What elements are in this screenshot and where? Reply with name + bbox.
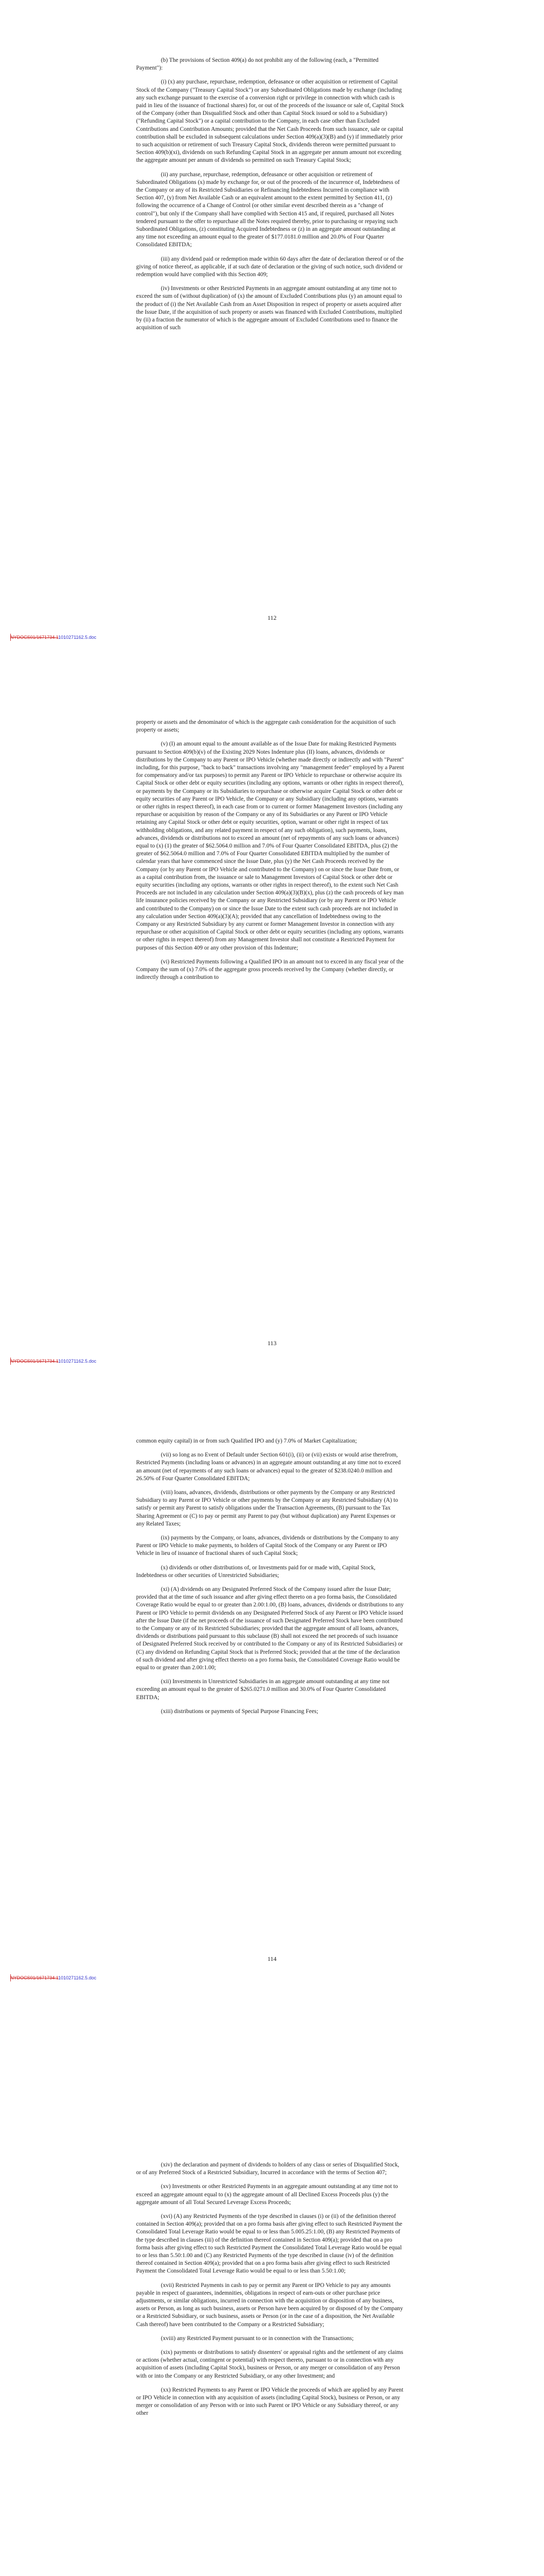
page-body	[136, 57, 404, 338]
doc-id-deleted: NYDOCS01/1671734.1	[10, 635, 58, 640]
page-number: 114	[267, 1955, 277, 1962]
paragraph: property or assets and the denominator of which is the aggregate cash consideration for the acquisition of such property or assets;	[136, 719, 396, 734]
footer-doc-id	[10, 635, 96, 640]
page-body	[136, 1437, 404, 1722]
paragraph: (v) (I) an amount equal to the amount available as of the Issue Date for making Restricted Payments pursuant to Section 409(b)(v) of the Existing 2029 Notes Indenture plus (II) loans, advances, dividends or distributions by the Company to any Parent or IPO Vehicle (whether made directly or indirectly and with "Parent" including, for this purpose, "back to back" transactions involving any "management feeder" employed by a Parent for compensatory and/or tax purposes) to permit any Parent or IPO Vehicle to repurchase or otherwise acquire its Capital Stock or other debt or equity securities (including any options, warrants or other rights in respect thereof), or payments by the Company or its Subsidiaries to repurchase or otherwise acquire Capital Stock or other debt or equity securities of any Parent or IPO Vehicle, the Company or any Subsidiary (including any options, warrants or other rights in respect thereof), in each case from or to current or former Management Investors (including any repurchase or acquisition by reason of the Company or any of its Subsidiaries or any Parent or IPO Vehicle retaining any Capital Stock or other debt or equity securities, option, warrant or other right in respect of tax withholding obligations, and any related payment in respect of any such obligation), such payments, loans, advances, dividends or distributions not to exceed an amount (net of repayments of any such loans or advances) equal to (x) (1) the greater of $62.5064.0 million and 7.0% of Four Quarter Consolidated EBITDA, plus (2) the greater of $62.5064.0 million and 7.0% of Four Quarter Consolidated EBITDA multiplied by the number of calendar years that have commenced since the Issue Date, plus (y) the Net Cash Proceeds received by the Company (or by any Parent or IPO Vehicle and contributed to the Company) on or since the Issue Date from, or as a capital contribution from, the issuance or sale to Management Investors of Capital Stock or other debt or equity securities (including any options, warrants or other rights in respect thereof), to the extent such Net Cash Proceeds are not included in any calculation under Section 409(a)(3)(B)(x), plus (z) the cash proceeds of key man life insurance policies received by the Company or any Restricted Subsidiary (or by any Parent or IPO Vehicle and contributed to the Company) on or since the Issue Date to the extent such cash proceeds are not included in any calculation under Section 409(a)(3)(A); provided that any cancellation of Indebtedness owing to the Company or any Restricted Subsidiary by any current or former Management Investor in connection with any repurchase or other acquisition of Capital Stock or other debt or equity securities (including any options, warrants or other rights in respect thereof) from any Management Investor shall not constitute a Restricted Payment for purposes of this Section 409 or any other provision of this Indenture;	[136, 741, 404, 951]
doc-id-inserted: 1010271162.5.doc	[58, 1975, 96, 1980]
paragraph: (i) (x) any purchase, repurchase, redemption, defeasance or other acquisition or retirement of Capital Stock of the Company ("Treasury Capital Stock") or any Subordinated Obligations made by exchange (including any such exchange pursuant to the exercise of a conversion right or privilege in connection with which cash is paid in lieu of the issuance of fractional shares) for, or out of the proceeds of the issuance or sale of, Capital Stock of the Company (other than Disqualified Stock and other than Capital Stock issued or sold to a Subsidiary) ("Refunding Capital Stock") or a capital contribution to the Company, in each case other than Excluded Contributions and Contribution Amounts; provided that the Net Cash Proceeds from such issuance, sale or capital contribution shall be excluded in subsequent calculations under Section 409(a)(3)(B) and (y) if immediately prior to such acquisition or retirement of such Treasury Capital Stock, dividends thereon were permitted pursuant to Section 409(b)(xi), dividends on such Refunding Capital Stock in an aggregate per annum amount not exceeding the aggregate amount per annum of dividends so permitted on such Treasury Capital Stock;	[136, 79, 404, 164]
doc-id-deleted: NYDOCS01/1671734.1	[10, 1975, 58, 1980]
paragraph: (vi) Restricted Payments following a Qualified IPO in an amount not to exceed in any fiscal year of the Company the sum of (x) 7.0% of the aggregate gross proceeds received by the Company (whether directly, or indirectly through a contribution to	[136, 958, 404, 981]
paragraph: (xii) Investments in Unrestricted Subsidiaries in an aggregate amount outstanding at any time not exceeding an amount equal to the greater of $265.0271.0 million and 30.0% of Four Quarter Consolidated EBITDA;	[136, 1679, 390, 1701]
paragraph: (xvi) (A) any Restricted Payments of the type described in clauses (i) or (ii) of the definition thereof contained in Section 409(a); provided that on a pro forma basis after giving effect to such Restricted Payment the Consolidated Total Leverage Ratio would be equal to or less than 5.005.25:1.00, (B) any Restricted Payments of the type described in clauses (iii) of the definition thereof contained in Section 409(a); provided that on a pro forma basis after giving effect to such Restricted Payment the Consolidated Total Leverage Ratio would be equal to or less than 5.50:1.00 and (C) any Restricted Payments of the type described in clause (iv) of the definition thereof contained in Section 409(a); provided that on a pro forma basis after giving effect to such Restricted Payment the Consolidated Total Leverage Ratio would be equal to or less than 5.50:1.00;	[136, 2213, 403, 2275]
paragraph: (xi) (A) dividends on any Designated Preferred Stock of the Company issued after the Issue Date; provided that at the time of such issuance and after giving effect thereto on a pro forma basis, the Consolidated Coverage Ratio would be equal to or greater than 2.00:1.00, (B) loans, advances, dividends or distributions to any Parent or IPO Vehicle to permit dividends on any Designated Preferred Stock of any Parent or IPO Vehicle issued after the Issue Date (if the net proceeds of the issuance of such Designated Preferred Stock have been contributed to the Company or any of its Restricted Subsidiaries; provided that the aggregate amount of all loans, advances, dividends or distributions paid pursuant to this subclause (B) shall not exceed the net proceeds of such issuance of Designated Preferred Stock received by or contributed to the Company or any of its Restricted Subsidiaries) or (C) any dividend on Refunding Capital Stock that is Preferred Stock; provided that at the time of the declaration of such dividend and after giving effect thereto on a pro forma basis, the Consolidated Coverage Ratio would be equal to or greater than 2.00:1.00;	[136, 1586, 404, 1671]
doc-id-inserted: 1010271162.5.doc	[58, 1359, 96, 1364]
doc-id-deleted: NYDOCS01/1671734.1	[10, 1359, 58, 1364]
paragraph: (ii) any purchase, repurchase, redemption, defeasance or other acquisition or retirement of Subordinated Obligations (x) made by exchange for, or out of the proceeds of the incurrence of, Indebtedness of the Company or any of its Restricted Subsidiaries or Refinancing Indebtedness Incurred in compliance with Section 407, (y) from Net Available Cash or an equivalent amount to the extent permitted by Section 411, (z) following the occurrence of a Change of Control (or other similar event described therein as a "change of control"), but only if the Company shall have complied with Section 415 and, if required, purchased all Notes tendered pursuant to the offer to repurchase all the Notes required thereby, prior to purchasing or repaying such Subordinated Obligations, (z) constituting Acquired Indebtedness or (z) in an aggregate amount outstanding at any time not exceeding an amount equal to the greater of $177.0181.0 million and 20.0% of Four Quarter Consolidated EBITDA;	[136, 171, 400, 248]
page-body	[136, 2161, 404, 2424]
paragraph: (xvii) Restricted Payments in cash to pay or permit any Parent or IPO Vehicle to pay any amounts payable in respect of guarantees, indemnities, obligations in respect of earn-outs or other purchase price adjustments, or similar obligations, incurred in connection with the acquisition or disposition of any business, assets or Person, as long as such business, assets or Person have been acquired by or disposed of by the Company or a Restricted Subsidiary, or such business, assets or Person (or in the case of a disposition, the Net Available Cash thereof) have been contributed to the Company or a Restricted Subsidiary;	[136, 2282, 403, 2328]
paragraph: (xix) payments or distributions to satisfy dissenters' or appraisal rights and the settlement of any claims or actions (whether actual, contingent or potential) with respect thereto, pursuant to or in connection with any acquisition of assets (including Capital Stock), business or Person, or any merger or consolidation of any Person with or into the Company or any Restricted Subsidiary, or any other Investment; and	[136, 2349, 403, 2379]
page-body	[136, 719, 404, 988]
paragraph: (iv) Investments or other Restricted Payments in an aggregate amount outstanding at any time not to exceed the sum of (without duplication) of (x) the amount of Excluded Contributions plus (y) an amount equal to the product of (i) the Net Available Cash from an Asset Disposition in respect of property or assets acquired after the Issue Date, if the acquisition of such property or assets was financed with Excluded Contributions, multiplied by (ii) a fraction the numerator of which is the aggregate amount of Excluded Contributions used to finance the acquisition of such	[136, 285, 402, 331]
paragraph: (x) dividends or other distributions of, or Investments paid for or made with, Capital Stock, Indebtedness or other securities of Unrestricted Subsidiaries;	[136, 1564, 376, 1579]
doc-id-inserted: 1010271162.5.doc	[58, 635, 96, 640]
footer-doc-id	[10, 1975, 96, 1980]
paragraph: (vii) so long as no Event of Default under Section 601(i), (ii) or (vii) exists or would arise therefrom, Restricted Payments (including loans or advances) in an aggregate amount outstanding at any time not to exceed an amount (net of repayments of any such loans or advances) equal to the greater of $238.0240.0 million and 26.50% of Four Quarter Consolidated EBITDA;	[136, 1452, 401, 1482]
paragraph: (ix) payments by the Company, or loans, advances, dividends or distributions by the Company to any Parent or IPO Vehicle to make payments, to holders of Capital Stock of the Company or any Parent or IPO Vehicle in lieu of issuance of fractional shares of such Capital Stock;	[136, 1535, 399, 1557]
page-number: 112	[267, 614, 277, 621]
page-number: 113	[267, 1340, 277, 1347]
paragraph: (xiii) distributions or payments of Special Purpose Financing Fees;	[161, 1708, 318, 1715]
paragraph: (xiv) the declaration and payment of dividends to holders of any class or series of Disqualified Stock, or of any Preferred Stock of a Restricted Subsidiary, Incurred in accordance with the terms of Section 407;	[136, 2162, 400, 2176]
paragraph: (viii) loans, advances, dividends, distributions or other payments by the Company or any Restricted Subsidiary to any Parent or IPO Vehicle or other payments by the Company or any Restricted Subsidiary (A) to satisfy or permit any Parent to satisfy obligations under the Transaction Agreements, (B) pursuant to the Tax Sharing Agreement or (C) to pay or permit any Parent to pay (but without duplication) any Parent Expenses or any Related Taxes;	[136, 1489, 398, 1527]
paragraph: (xx) Restricted Payments to any Parent or IPO Vehicle the proceeds of which are applied by any Parent or IPO Vehicle in connection with any acquisition of assets (including Capital Stock), business or Person, or any merger or consolidation of any Person with or into such Parent or IPO Vehicle or any Subsidiary thereof, or any other	[136, 2386, 404, 2417]
paragraph: common equity capital) in or from such Qualified IPO and (y) 7.0% of Market Capitalization;	[136, 1438, 357, 1444]
paragraph: (xv) Investments or other Restricted Payments in an aggregate amount outstanding at any time not to exceed an aggregate amount equal to (x) the aggregate amount of all Declined Excess Proceeds plus (y) the aggregate amount of all Total Secured Leverage Excess Proceeds;	[136, 2183, 398, 2206]
paragraph: (b) The provisions of Section 409(a) do not prohibit any of the following (each, a "Permitted Payment"):	[136, 57, 379, 72]
footer-doc-id	[10, 1359, 96, 1364]
paragraph: (xviii) any Restricted Payment pursuant to or in connection with the Transactions;	[161, 2335, 354, 2342]
paragraph: (iii) any dividend paid or redemption made within 60 days after the date of declaration thereof or of the giving of notice thereof, as applicable, if at such date of declaration or the giving of such notice, such dividend or redemption would have complied with this Section 409;	[136, 256, 404, 278]
